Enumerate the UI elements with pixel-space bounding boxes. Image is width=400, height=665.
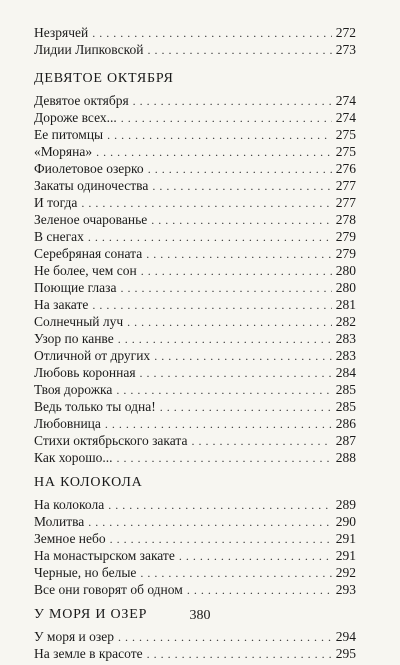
toc-entry [34,513,356,530]
toc-entry-page: 272 [335,25,356,40]
dot-leader [147,42,331,59]
toc-entry-title: В снегах [34,229,84,244]
toc-entry [34,211,356,228]
toc-entry [34,415,356,432]
toc-entry-page: 281 [335,297,356,312]
dot-leader [154,348,332,365]
toc-entry [34,279,356,296]
toc-entry [34,496,356,513]
toc-entry-title: Узор по канве [34,331,114,346]
dot-leader [140,365,332,382]
toc-entry-title: Незрячей [34,25,89,40]
toc-entry [34,228,356,245]
dot-leader [118,629,332,646]
toc-entry [34,432,356,449]
toc-entry-page: 293 [335,582,356,597]
toc-entry-title: Лидии Липковской [34,42,144,57]
toc-entry-page: 282 [335,314,356,329]
toc-entry-title: На закате [34,297,89,312]
dot-leader [187,582,332,599]
toc-entry [34,449,356,466]
toc-entry-title: Дороже всех... [34,110,117,125]
toc-entry-page: 278 [335,212,356,227]
toc-entry-page: 277 [335,178,356,193]
toc-entry-title: Фиолетовое озерко [34,161,144,176]
toc-entry-page: 277 [335,195,356,210]
toc-entry-page: 285 [335,382,356,397]
toc-entry-page: 275 [335,127,356,142]
toc-entry [34,177,356,194]
dot-leader [88,229,332,246]
toc-entry [34,347,356,364]
toc-entry-title: На земле в красоте [34,646,143,661]
toc-entry-title: Зеленое очарованье [34,212,148,227]
toc-entry [34,530,356,547]
toc-entry-title: «Моряна» [34,144,93,159]
toc-entry-page: 286 [335,416,356,431]
toc-sections [34,66,356,662]
toc-entry [34,564,356,581]
toc-entry [34,313,356,330]
toc-entry-title: Солнечный луч [34,314,124,329]
dot-leader [133,93,332,110]
toc-entry-title: Закаты одиночества [34,178,149,193]
dot-leader [107,127,332,144]
toc-entry-title: Любовница [34,416,101,431]
dot-leader [118,331,332,348]
toc-entry-title: У моря и озер [34,629,114,644]
toc-section [34,470,356,598]
toc-entry-title: Твоя дорожка [34,382,113,397]
dot-leader [147,646,332,663]
toc-entry [34,645,356,662]
toc-entry-title: На колокола [34,497,105,512]
toc-entry-page: 291 [335,531,356,546]
toc-entry-page: 279 [335,246,356,261]
toc-entry [34,109,356,126]
toc-entry [34,126,356,143]
toc-entry [34,245,356,262]
dot-leader [152,178,331,195]
toc-entry-page: 274 [335,110,356,125]
dot-leader [160,399,332,416]
dot-leader [146,246,332,263]
toc-entry-title: Молитва [34,514,85,529]
toc-entry [34,143,356,160]
toc-entry [34,364,356,381]
toc-entry-title: Девятое октября [34,93,129,108]
toc-entry [34,330,356,347]
toc-entry-page: 274 [335,93,356,108]
toc-entry [34,194,356,211]
toc-entry-page: 284 [335,365,356,380]
toc-entry-title: На монастырском закате [34,548,175,563]
toc-entry [34,381,356,398]
toc-entry-page: 292 [335,565,356,580]
toc-entry-title: И тогда [34,195,78,210]
toc-entry [34,160,356,177]
table-of-contents [34,24,356,662]
toc-entry-title: Земное небо [34,531,106,546]
section-title: НА КОЛОКОЛА [34,475,143,490]
dot-leader [92,297,331,314]
toc-entry-page: 280 [335,263,356,278]
toc-entry-page: 276 [335,161,356,176]
dot-leader [121,110,332,127]
dot-leader [81,195,331,212]
toc-entry-title: Ее питомцы [34,127,104,142]
dot-leader [127,314,332,331]
toc-entry-page: 291 [335,548,356,563]
toc-entry [34,24,356,41]
toc-entry-title: Все они говорят об одном [34,582,183,597]
toc-entry-title: Поющие глаза [34,280,117,295]
toc-entry-page: 287 [335,433,356,448]
toc-entry-page: 295 [335,646,356,661]
section-title: ДЕВЯТОЕ ОКТЯБРЯ [34,71,174,86]
toc-entry-page: 285 [335,399,356,414]
toc-entry [34,41,356,58]
dot-leader [88,514,331,531]
toc-entry-page: 289 [335,497,356,512]
toc-entry [34,296,356,313]
toc-entry [34,581,356,598]
dot-leader [96,144,332,161]
toc-entry [34,398,356,415]
dot-leader [141,263,332,280]
toc-head-entries [34,24,356,58]
dot-leader [151,212,332,229]
toc-entry-title: Любовь коронная [34,365,136,380]
toc-entry-title: Стихи октябрьского заката [34,433,188,448]
dot-leader [179,548,332,565]
dot-leader [116,382,331,399]
toc-entry-page: 273 [335,42,356,57]
dot-leader [117,450,332,467]
section-title: У МОРЯ И ОЗЕР [34,607,148,622]
dot-leader [92,25,332,42]
dot-leader [140,565,331,582]
toc-section [34,66,356,466]
toc-entry-title: Отличной от других [34,348,151,363]
toc-entry-title: Ведь только ты одна! [34,399,156,414]
toc-entry-title: Как хорошо... [34,450,113,465]
toc-entry [34,262,356,279]
toc-entry-page: 283 [335,331,356,346]
toc-entry-title: Черные, но белые [34,565,137,580]
toc-entry [34,547,356,564]
toc-entry-page: 288 [335,450,356,465]
toc-entry-title: Серебряная соната [34,246,143,261]
dot-leader [148,161,332,178]
page-number: 380 [189,608,211,623]
toc-entry [34,628,356,645]
dot-leader [120,280,331,297]
toc-entry-page: 279 [335,229,356,244]
toc-entry-page: 275 [335,144,356,159]
dot-leader [108,497,332,514]
toc-entry-title: Не более, чем сон [34,263,137,278]
dot-leader [110,531,332,548]
dot-leader [105,416,332,433]
toc-entry-page: 294 [335,629,356,644]
toc-entry-page: 283 [335,348,356,363]
dot-leader [191,433,331,450]
toc-entry-page: 290 [335,514,356,529]
toc-entry [34,92,356,109]
toc-entry-page: 280 [335,280,356,295]
